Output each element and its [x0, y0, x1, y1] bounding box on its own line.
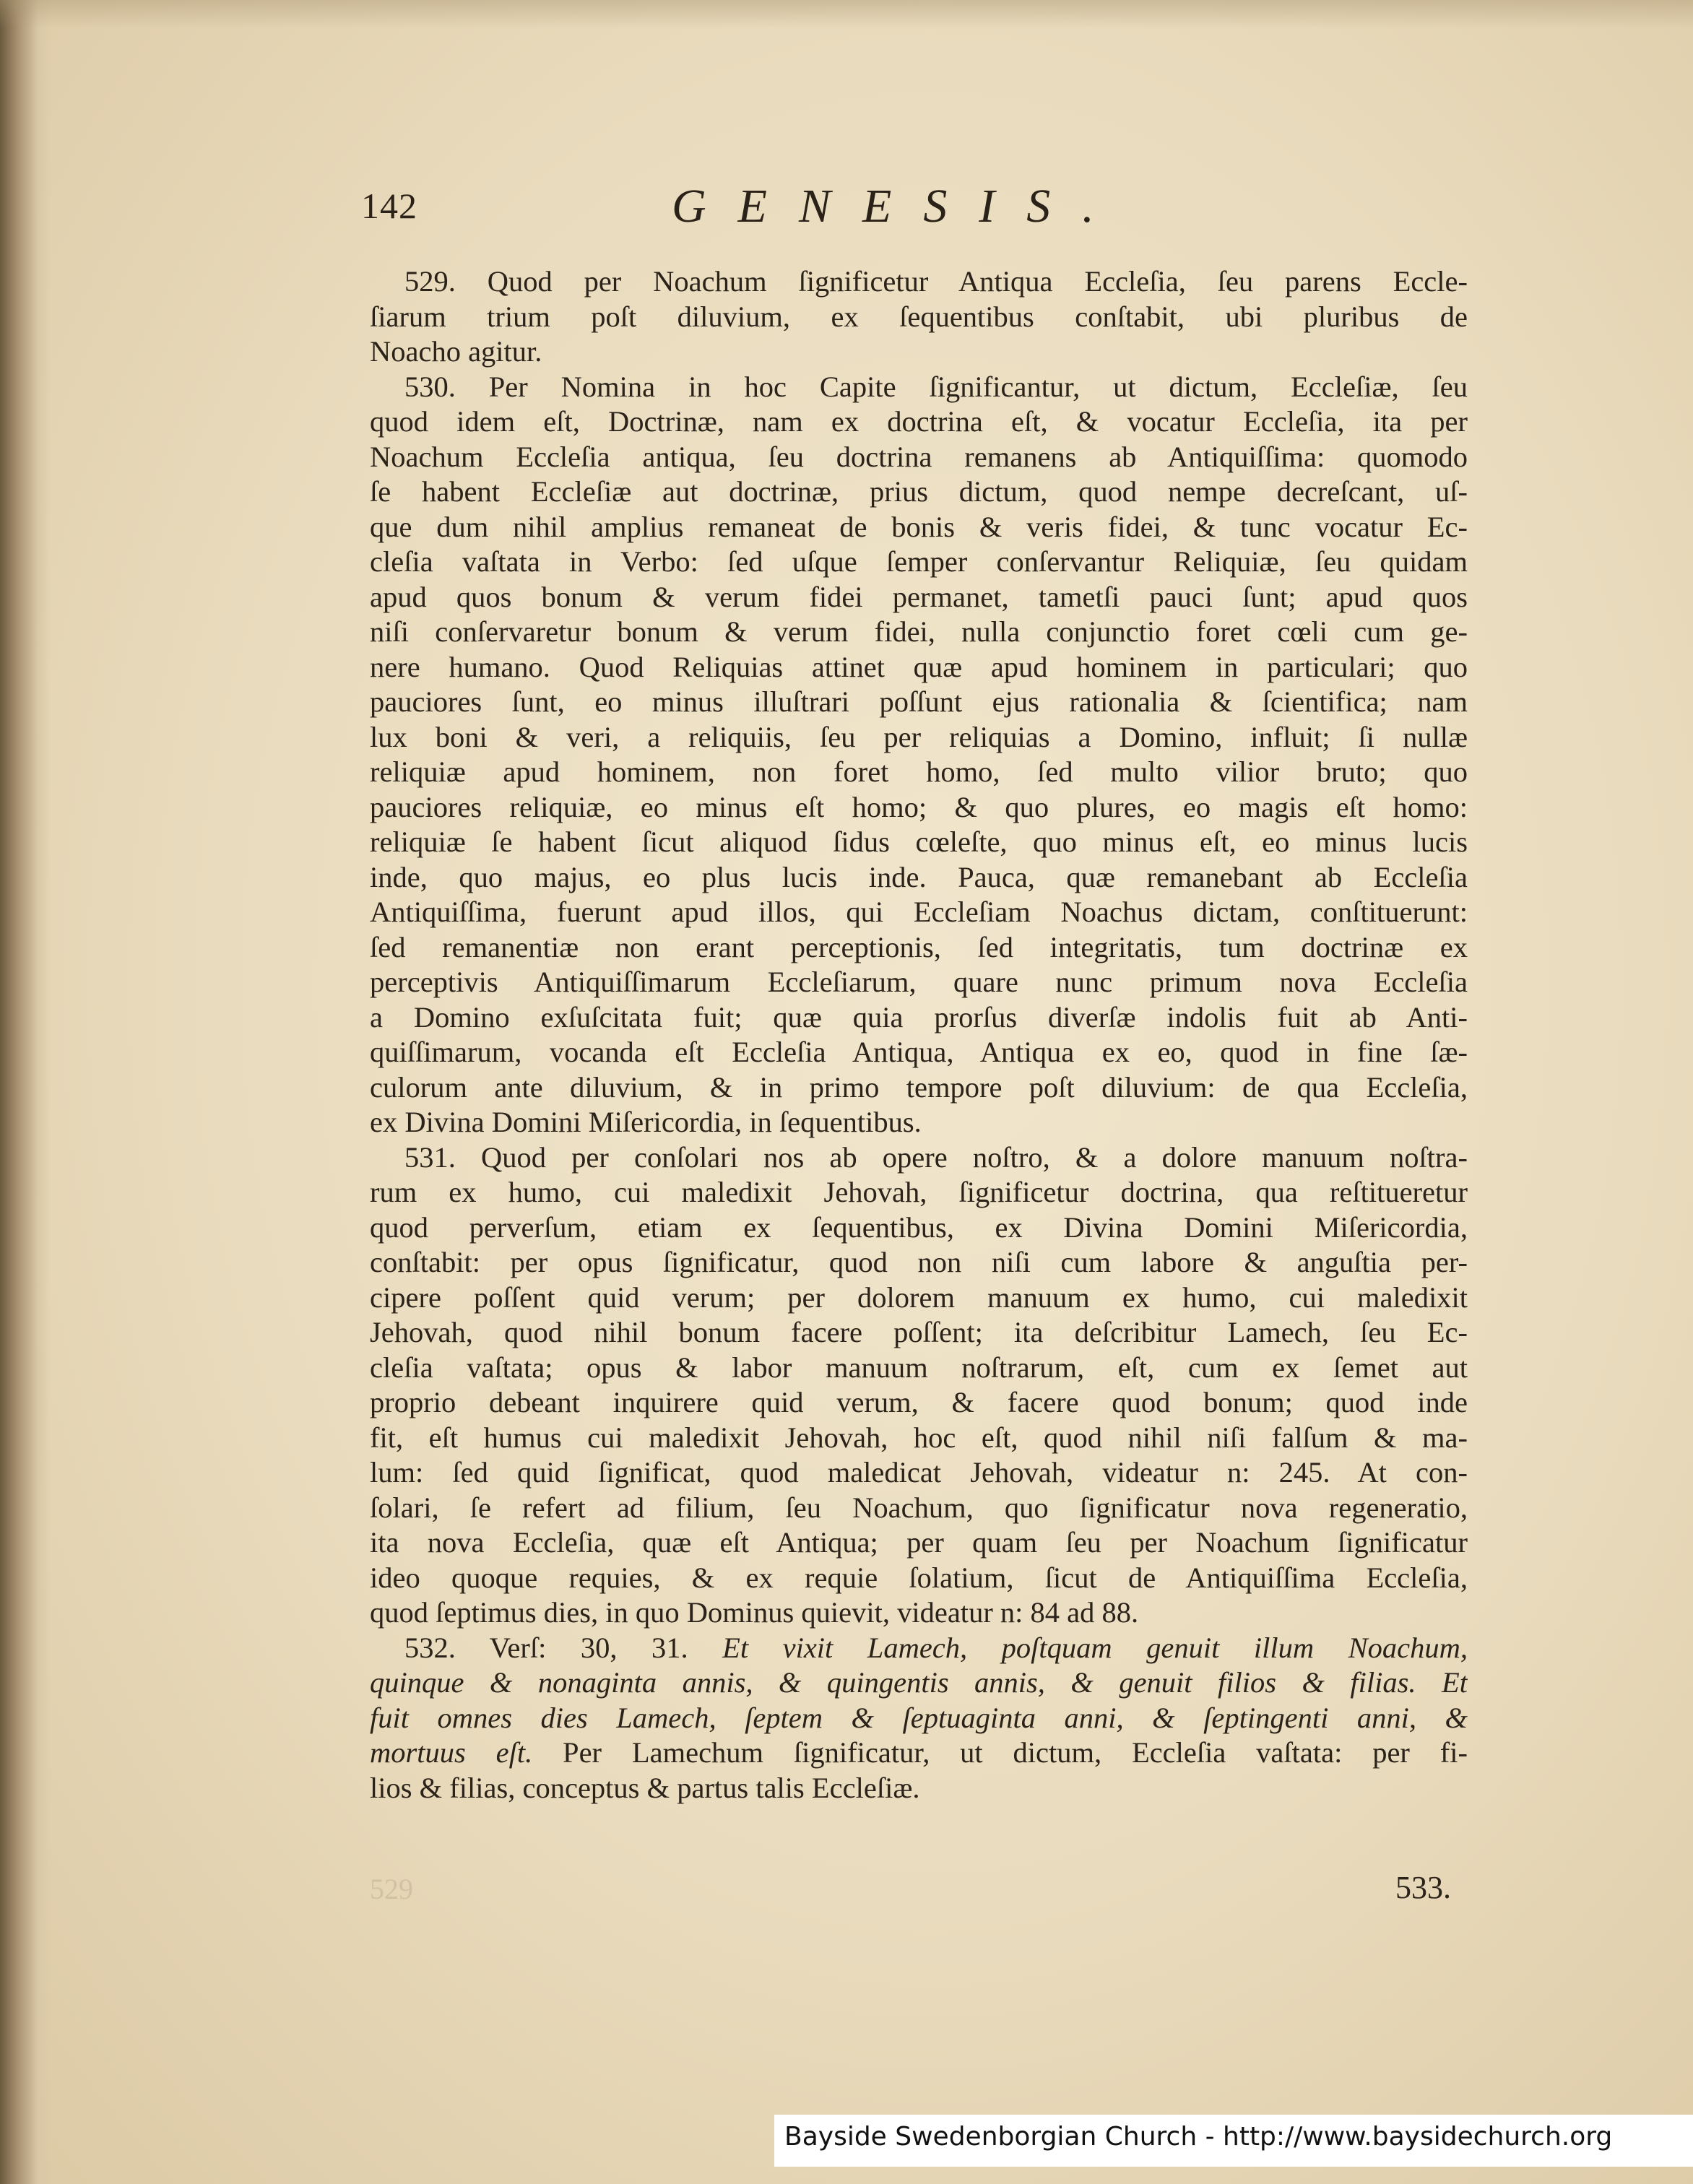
text-line: 529. Quod per Noachum ſignificetur Antiqua Eccleſia, ſeu parens Eccle-: [404, 265, 1468, 298]
text-line: pauciores ſunt, eo minus illuſtrari poſſunt ejus rationalia & ſcientifica; nam: [370, 685, 1468, 718]
text-line: fit, eſt humus cui maledixit Jehovah, hoc eſt, quod nihil niſi falſum & ma-: [370, 1421, 1468, 1454]
text-line: a Domino exſuſcitata fuit; quæ quia prorſus diverſæ indolis fuit ab Anti-: [370, 1000, 1468, 1034]
text-line: niſi conſervaretur bonum & verum fidei, nulla conjunctio foret cœli cum ge-: [370, 615, 1468, 648]
text-line: lum: ſed quid ſignificat, quod maledicat Jehovah, videatur n: 245. At con-: [370, 1456, 1468, 1488]
faint-page-mark: 529: [370, 1873, 413, 1905]
text-line: rum ex humo, cui maledixit Jehovah, ſignificetur doctrina, qua reſtitueretur: [370, 1176, 1468, 1208]
text-run: 532. Verſ: 30, 31.: [404, 1631, 723, 1664]
page-number: 142: [361, 186, 417, 226]
top-edge-shadow: [0, 0, 1693, 29]
paragraph-530: [370, 370, 1468, 1140]
catchword: 533.: [1395, 1870, 1451, 1905]
text-line: cipere poſſent quid verum; per dolorem manuum ex humo, cui maledixit: [370, 1280, 1468, 1314]
binding-shadow: [0, 0, 51, 2184]
text-line: [370, 1631, 1468, 1666]
text-line: que dum nihil amplius remaneat de bonis & veris fidei, & tunc vocatur Ec-: [370, 510, 1468, 543]
text-line: ſed remanentiæ non erant perceptionis, ſed integritatis, tum doctrinæ ex: [370, 930, 1468, 963]
italic-text: quinque & nonaginta annis, & quingentis annis, & genuit filios & filias. Et: [370, 1666, 1468, 1699]
text-line: ex Divina Domini Miſericordia, in ſequentibus.: [370, 1106, 922, 1138]
text-line: 530. Per Nomina in hoc Capite ſignificantur, ut dictum, Eccleſiæ, ſeu: [404, 370, 1468, 403]
page-header: [361, 179, 1473, 237]
text-line: [370, 1701, 1468, 1736]
text-line: ſiarum trium poſt diluvium, ex ſequentibus conſtabit, ubi pluribus de: [370, 300, 1468, 333]
text-line: Jehovah, quod nihil bonum facere poſſent; ita deſcribitur Lamech, ſeu Ec-: [370, 1316, 1468, 1348]
text-line: quiſſimarum, vocanda eſt Eccleſia Antiqua, Antiqua ex eo, quod in fine ſæ-: [370, 1036, 1468, 1068]
text-run: lios & filias, conceptus & partus talis Eccleſiæ.: [370, 1771, 920, 1804]
text-line: proprio debeant inquirere quid verum, & facere quod bonum; quod inde: [370, 1386, 1468, 1418]
italic-text: Et vixit Lamech, poſtquam genuit illum Noachum,: [722, 1631, 1468, 1664]
text-line: pauciores reliquiæ, eo minus eſt homo; & quo plures, eo magis eſt homo:: [370, 790, 1468, 823]
text-line: [370, 1771, 1468, 1806]
text-line: conſtabit: per opus ſignificatur, quod non niſi cum labore & anguſtia per-: [370, 1246, 1468, 1278]
body-text: [370, 264, 1468, 1806]
text-line: ſolari, ſe refert ad filium, ſeu Noachum, quo ſignificatur nova regeneratio,: [370, 1491, 1468, 1524]
text-line: cleſia vaſtata in Verbo: ſed uſque ſemper conſervantur Reliquiæ, ſeu quidam: [370, 545, 1468, 578]
text-line: nere humano. Quod Reliquias attinet quæ apud hominem in particulari; quo: [370, 650, 1468, 683]
text-line: Noacho agitur.: [370, 335, 542, 368]
text-line: Noachum Eccleſia antiqua, ſeu doctrina remanens ab Antiquiſſima: quomodo: [370, 440, 1468, 473]
italic-text: fuit omnes dies Lamech, ſeptem & ſeptuaginta anni, & ſeptingenti anni, &: [370, 1701, 1468, 1734]
text-line: quod idem eſt, Doctrinæ, nam ex doctrina eſt, & vocatur Eccleſia, ita per: [370, 405, 1468, 438]
running-title: GENESIS.: [672, 180, 1126, 233]
paragraph-531: [370, 1140, 1468, 1631]
text-line: cleſia vaſtata; opus & labor manuum noſtrarum, eſt, cum ex ſemet aut: [370, 1351, 1468, 1384]
text-line: quod ſeptimus dies, in quo Dominus quievit, videatur n: 84 ad 88.: [370, 1596, 1139, 1629]
text-line: culorum ante diluvium, & in primo tempore poſt diluvium: de qua Eccleſia,: [370, 1070, 1468, 1104]
footer-banner: [774, 2115, 1693, 2167]
text-run: Per Lamechum ſignificatur, ut dictum, Eccleſia vaſtata: per fi-: [532, 1736, 1468, 1769]
text-line: [370, 1736, 1468, 1771]
text-line: perceptivis Antiquiſſimarum Eccleſiarum, quare nunc primum nova Eccleſia: [370, 966, 1468, 998]
italic-text: mortuus eſt.: [370, 1736, 533, 1769]
text-line: reliquiæ ſe habent ſicut aliquod ſidus cœleſte, quo minus eſt, eo minus lucis: [370, 826, 1468, 858]
text-line: lux boni & veri, a reliquiis, ſeu per reliquias a Domino, influit; ſi nullæ: [370, 720, 1468, 753]
text-line: 531. Quod per conſolari nos ab opere noſtro, & a dolore manuum noſtra-: [404, 1140, 1468, 1174]
text-line: quod perverſum, etiam ex ſequentibus, ex Divina Domini Miſericordia,: [370, 1210, 1468, 1244]
text-line: ideo quoque requies, & ex requie ſolatium, ſicut de Antiquiſſima Eccleſia,: [370, 1561, 1468, 1594]
paragraph-529: [370, 264, 1468, 370]
paragraph-532: [370, 1631, 1468, 1806]
text-line: inde, quo majus, eo plus lucis inde. Pauca, quæ remanebant ab Eccleſia: [370, 860, 1468, 893]
text-line: ita nova Eccleſia, quæ eſt Antiqua; per quam ſeu per Noachum ſignificatur: [370, 1526, 1468, 1559]
text-line: apud quos bonum & verum fidei permanet, tametſi pauci ſunt; apud quos: [370, 580, 1468, 613]
footer-credit[interactable]: Bayside Swedenborgian Church - http://www.baysidechurch.org: [784, 2122, 1613, 2152]
text-line: Antiquiſſima, fuerunt apud illos, qui Eccleſiam Noachus dictam, conſtituerunt:: [370, 896, 1468, 928]
text-line: reliquiæ apud hominem, non foret homo, ſed multo vilior bruto; quo: [370, 755, 1468, 788]
text-line: ſe habent Eccleſiæ aut doctrinæ, prius dictum, quod nempe decreſcant, uſ-: [370, 475, 1468, 508]
text-line: [370, 1665, 1468, 1701]
